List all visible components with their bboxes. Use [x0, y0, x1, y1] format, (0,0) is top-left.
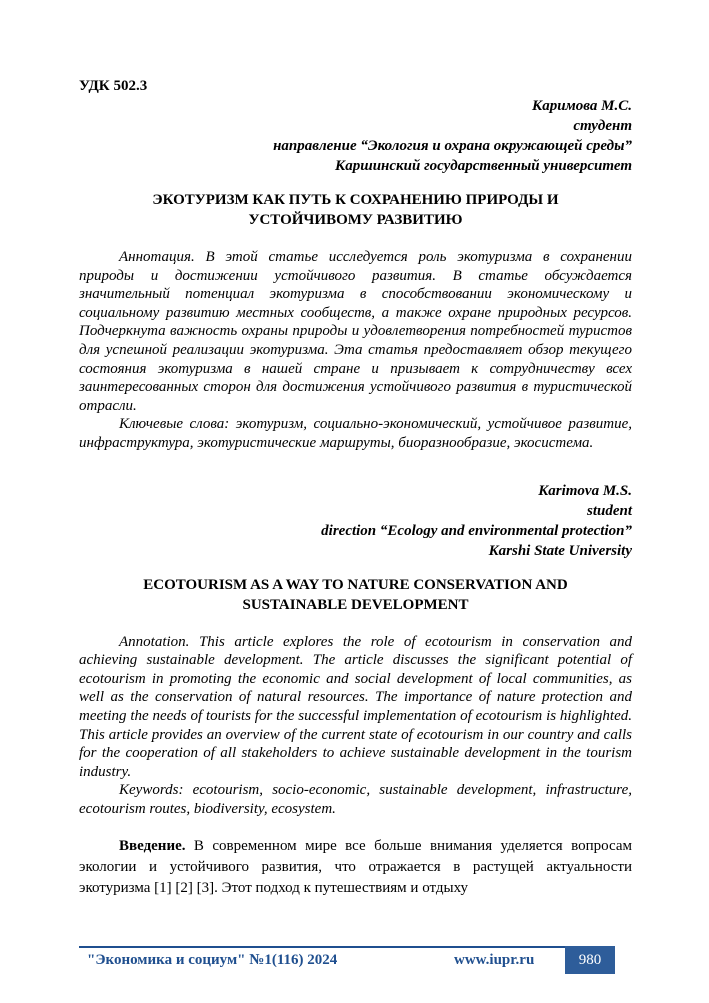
ru-annotation: Аннотация. В этой статье исследуется роль экотуризма в сохранении природы и достижении устойчивого развития. В статье обсуждается значительный потенциал экотуризма в способствовании экономическому и социальному развитию местных сообществ, а также охране природных ресурсов. Подчеркнута важность охраны природы и удовлетворения потребностей туристов для успешной реализации экотуризма. Эта статья предоставляет обзор текущего состояния экотуризма в нашей стране и призывает к сотрудничеству всех заинтересованных сторон для достижения устойчивого развития в туристической отрасли.	[79, 249, 632, 414]
intro-paragraph	[79, 836, 632, 899]
en-title	[79, 575, 632, 615]
page-footer	[79, 946, 615, 974]
en-author-block	[79, 481, 632, 561]
ru-author-block	[79, 96, 632, 176]
ru-title-line-1: ЭКОТУРИЗМ КАК ПУТЬ К СОХРАНЕНИЮ ПРИРОДЫ И	[152, 192, 559, 208]
article-page	[79, 76, 632, 899]
footer-website-link[interactable]: www.iupr.ru	[454, 952, 535, 968]
en-author-role: student	[586, 502, 632, 519]
ru-author-direction: направление “Экология и охрана окружающей среды”	[273, 138, 632, 154]
intro-heading: Введение.	[119, 838, 186, 855]
en-author-name: Karimova M.S.	[538, 482, 632, 499]
en-keywords: Keywords: ecotourism, socio-economic, sustainable development, infrastructure, ecotourism routes, biodiversity, ecosystem.	[79, 782, 632, 817]
en-title-line-1: ECOTOURISM AS A WAY TO NATURE CONSERVATION AND	[143, 576, 568, 593]
ru-title-line-2: УСТОЙЧИВОМУ РАЗВИТИЮ	[248, 212, 463, 228]
intro-text: В современном мире все больше внимания уделяется вопросам экологии и устойчивого развития, что отражается в растущей актуальности экотуризма [1] [2] [3]. Этот подход к путешествиям и отдыху	[79, 838, 632, 897]
en-title-line-2: SUSTAINABLE DEVELOPMENT	[242, 596, 469, 613]
en-author-university: Karshi State University	[488, 542, 632, 559]
ru-author-name: Каримова М.С.	[532, 98, 632, 114]
udk-code: УДК 502.3	[79, 78, 148, 94]
footer-journal-title: "Экономика и социум" №1(116) 2024	[87, 952, 338, 968]
en-annotation: Annotation. This article explores the role of ecotourism in conservation and achieving sustainable development. The article discusses the significant potential of ecotourism in promoting the economic and social development of local communities, as well as the conservation of natural resources. The importance of nature protection and meeting the needs of tourists for the successful implementation of ecotourism is highlighted. This article provides an overview of the current state of ecotourism in our country and calls for the cooperation of all stakeholders to achieve sustainable development in the tourism industry.	[79, 633, 632, 780]
footer-page-number: 980	[565, 946, 615, 974]
en-author-direction: direction “Ecology and environmental protection”	[321, 522, 632, 539]
ru-keywords: Ключевые слова: экотуризм, социально-экономический, устойчивое развитие, инфраструктура, экотуристические маршруты, биоразнообразие, экосистема.	[79, 416, 632, 451]
ru-author-role: студент	[573, 118, 632, 134]
ru-title	[79, 190, 632, 230]
ru-author-university: Каршинский государственный университет	[335, 158, 632, 174]
footer-divider	[79, 946, 615, 948]
